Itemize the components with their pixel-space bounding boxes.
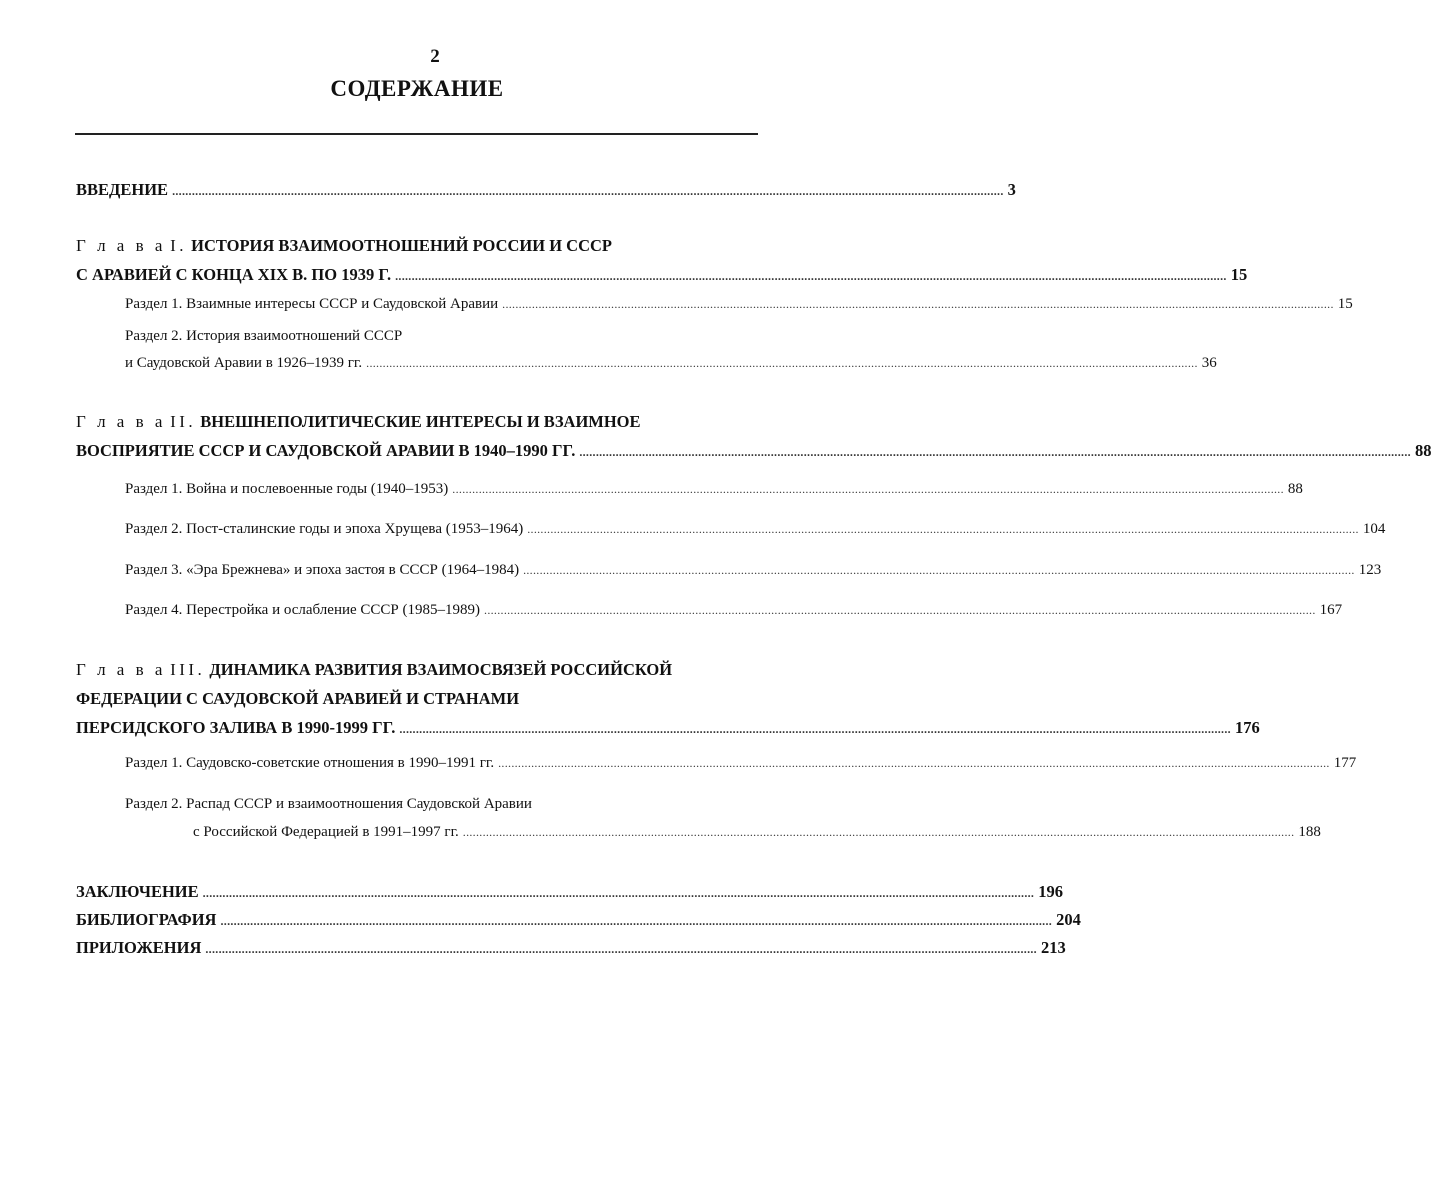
toc-entry-ch2-section-2[interactable] bbox=[125, 519, 1386, 539]
title-divider bbox=[75, 133, 758, 135]
leader-dots: ............................................................................................................................................................................................................................................................ bbox=[172, 184, 1004, 198]
section-label: Раздел 1. Война и послевоенные годы (1940–1953) bbox=[125, 481, 449, 497]
toc-entry-chapter-1[interactable] bbox=[76, 265, 1248, 286]
chapter-numeral: II. bbox=[170, 412, 197, 431]
toc-entry-ch2-section-3[interactable] bbox=[125, 560, 1382, 580]
chapter-3-heading-line2[interactable] bbox=[76, 689, 519, 709]
leader-dots: ............................................................................................................................................................................................................................................................ bbox=[205, 942, 1037, 956]
section-label: Раздел 2. Пост-сталинские годы и эпоха Хрущева (1953–1964) bbox=[125, 521, 524, 537]
section-label-cont: и Саудовской Аравии в 1926–1939 гг. bbox=[125, 355, 363, 371]
toc-entry-conclusion[interactable] bbox=[76, 882, 1063, 903]
leader-dots: ............................................................................................................................................................................................................................................................ bbox=[484, 603, 1316, 617]
toc-page: 167 bbox=[1319, 602, 1343, 618]
chapter-title-cont: ВОСПРИЯТИЕ СССР И САУДОВСКОЙ АРАВИИ В 1940–1990 ГГ. bbox=[76, 441, 576, 460]
leader-dots: ............................................................................................................................................................................................................................................................ bbox=[452, 482, 1284, 496]
page-number: 2 bbox=[430, 46, 440, 67]
section-label-cont: с Российской Федерацией в 1991–1997 гг. bbox=[193, 824, 459, 840]
toc-label: ВВЕДЕНИЕ bbox=[76, 180, 169, 199]
chapter-2-heading[interactable] bbox=[76, 412, 641, 432]
chapter-3-heading[interactable] bbox=[76, 660, 672, 680]
toc-entry-chapter-3[interactable] bbox=[76, 718, 1260, 739]
toc-page: 204 bbox=[1056, 910, 1081, 929]
leader-dots: ............................................................................................................................................................................................................................................................ bbox=[502, 297, 1334, 311]
chapter-word: Г л а в а bbox=[76, 236, 166, 255]
toc-page: 15 bbox=[1230, 265, 1248, 284]
toc-page: 188 bbox=[1298, 824, 1321, 840]
toc-entry-ch3-section-2[interactable] bbox=[193, 822, 1321, 842]
toc-label: ПРИЛОЖЕНИЯ bbox=[76, 938, 202, 957]
toc-entry-ch3-section-1[interactable] bbox=[125, 753, 1357, 773]
leader-dots: ............................................................................................................................................................................................................................................................ bbox=[395, 269, 1227, 283]
chapter-1-heading[interactable] bbox=[76, 236, 612, 256]
toc-label: БИБЛИОГРАФИЯ bbox=[76, 910, 217, 929]
leader-dots: ............................................................................................................................................................................................................................................................ bbox=[220, 914, 1053, 928]
toc-entry-bibliography[interactable] bbox=[76, 910, 1081, 931]
chapter-title-cont: С АРАВИЕЙ С КОНЦА XIX В. ПО 1939 Г. bbox=[76, 265, 392, 284]
toc-page: 177 bbox=[1333, 755, 1357, 771]
toc-entry-chapter-2[interactable] bbox=[76, 441, 1431, 462]
section-label: Раздел 1. Взаимные интересы СССР и Саудовской Аравии bbox=[125, 296, 499, 312]
toc-page: 88 bbox=[1287, 481, 1303, 497]
section-label: Раздел 2. История взаимоотношений СССР bbox=[125, 328, 403, 344]
chapter-title-cont: ПЕРСИДСКОГО ЗАЛИВА В 1990-1999 ГГ. bbox=[76, 718, 396, 737]
chapter-word: Г л а в а bbox=[76, 412, 166, 431]
chapter-numeral: III. bbox=[170, 660, 206, 679]
toc-page: 36 bbox=[1201, 355, 1217, 371]
toc-entry-ch3-section-2-line1[interactable] bbox=[125, 794, 532, 814]
page-title: СОДЕРЖАНИЕ bbox=[330, 76, 504, 101]
toc-page: 123 bbox=[1358, 562, 1382, 578]
toc-page: 104 bbox=[1362, 521, 1386, 537]
toc-page: 213 bbox=[1040, 938, 1066, 957]
toc-entry-ch1-section-1[interactable] bbox=[125, 294, 1353, 314]
toc-entry-ch1-section-2-line1[interactable] bbox=[125, 326, 402, 346]
toc-entry-ch2-section-4[interactable] bbox=[125, 600, 1343, 620]
toc-entry-ch2-section-1[interactable] bbox=[125, 479, 1303, 499]
toc-entry-ch1-section-2[interactable] bbox=[125, 353, 1217, 373]
toc-page: 196 bbox=[1038, 882, 1063, 901]
section-label: Раздел 1. Саудовско-советские отношения в 1990–1991 гг. bbox=[125, 755, 495, 771]
leader-dots: ............................................................................................................................................................................................................................................................ bbox=[366, 356, 1198, 370]
chapter-word: Г л а в а bbox=[76, 660, 166, 679]
section-label: Раздел 2. Распад СССР и взаимоотношения Саудовской Аравии bbox=[125, 796, 532, 812]
toc-page: 88 bbox=[1414, 441, 1431, 460]
toc-page: 176 bbox=[1234, 718, 1260, 737]
toc-page: 15 bbox=[1337, 296, 1353, 312]
leader-dots: ............................................................................................................................................................................................................................................................ bbox=[527, 522, 1359, 536]
leader-dots: ............................................................................................................................................................................................................................................................ bbox=[399, 722, 1231, 736]
toc-label: ЗАКЛЮЧЕНИЕ bbox=[76, 882, 199, 901]
chapter-title: ИСТОРИЯ ВЗАИМООТНОШЕНИЙ РОССИИ И СССР bbox=[191, 236, 612, 255]
toc-entry-appendices[interactable] bbox=[76, 938, 1066, 959]
leader-dots: ............................................................................................................................................................................................................................................................ bbox=[579, 445, 1411, 459]
section-label: Раздел 3. «Эра Брежнева» и эпоха застоя в СССР (1964–1984) bbox=[125, 562, 520, 578]
leader-dots: ............................................................................................................................................................................................................................................................ bbox=[462, 825, 1295, 839]
section-label: Раздел 4. Перестройка и ослабление СССР (1985–1989) bbox=[125, 602, 481, 618]
toc-page: 3 bbox=[1007, 180, 1016, 199]
chapter-numeral: I. bbox=[170, 236, 187, 255]
leader-dots: ............................................................................................................................................................................................................................................................ bbox=[202, 886, 1035, 900]
chapter-title: ВНЕШНЕПОЛИТИЧЕСКИЕ ИНТЕРЕСЫ И ВЗАИМНОЕ bbox=[200, 412, 641, 431]
chapter-title-cont: ФЕДЕРАЦИИ С САУДОВСКОЙ АРАВИЕЙ И СТРАНАМИ bbox=[76, 689, 520, 708]
leader-dots: ............................................................................................................................................................................................................................................................ bbox=[523, 563, 1355, 577]
leader-dots: ............................................................................................................................................................................................................................................................ bbox=[498, 756, 1330, 770]
toc-entry-introduction[interactable] bbox=[76, 180, 1016, 201]
chapter-title: ДИНАМИКА РАЗВИТИЯ ВЗАИМОСВЯЗЕЙ РОССИЙСКОЙ bbox=[209, 660, 673, 679]
